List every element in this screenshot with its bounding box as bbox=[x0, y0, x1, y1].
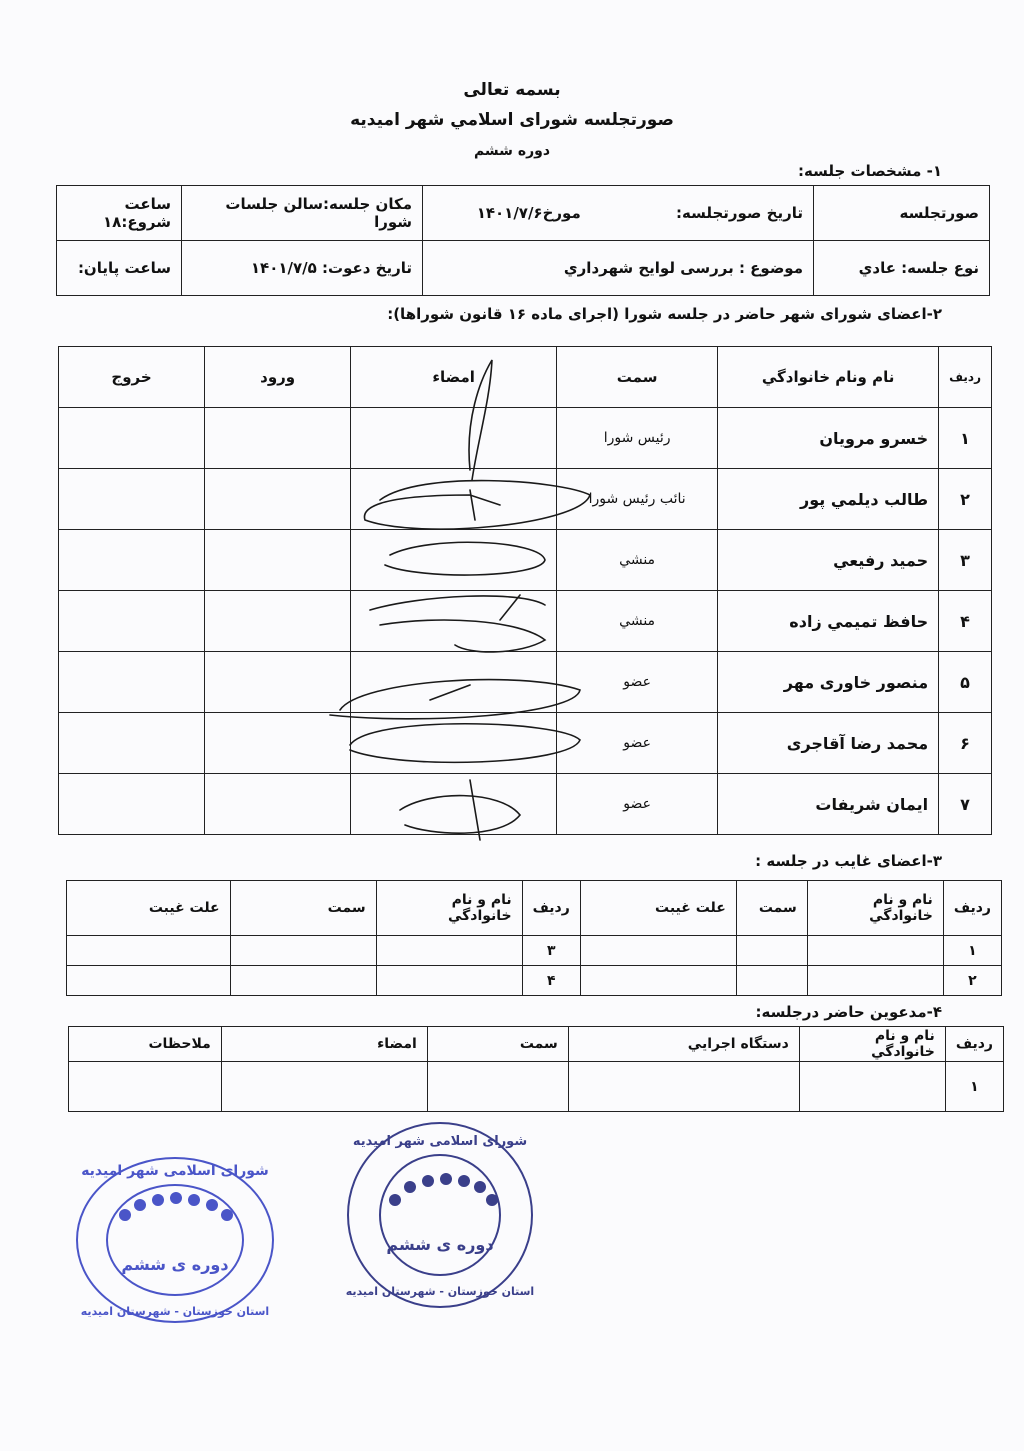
meeting-details-table bbox=[56, 185, 990, 296]
cell-subject: موضوع : بررسی لوايح شهرداري bbox=[423, 241, 814, 296]
header-period: دوره ششم bbox=[473, 143, 551, 159]
member-name: حميد رفيعي bbox=[718, 530, 939, 591]
header-position: سمت bbox=[557, 347, 718, 408]
header-entry: ورود bbox=[205, 347, 351, 408]
section4-title: ۴-مدعوين حاضر درجلسه: bbox=[755, 1003, 942, 1021]
member-name: طالب ديلمي پور bbox=[718, 469, 939, 530]
minutes-date-label: تاريخ صورتجلسه: bbox=[675, 204, 803, 222]
cell-invite-date: تاريخ دعوت: ۱۴۰۱/۷/۵ bbox=[182, 241, 423, 296]
cell-minutes: صورتجلسه bbox=[814, 186, 990, 241]
member-position: عضو bbox=[557, 652, 718, 713]
member-position: عضو bbox=[557, 713, 718, 774]
minutes-date-value: مورخ۱۴۰۱/۷/۶ bbox=[476, 204, 581, 222]
invitees-table: رديف نام و نام خانوادگي دستگاه اجرايي سمت امضاء ملاحظات ۱ bbox=[68, 1026, 1004, 1112]
cell-meeting-type: نوع جلسه: عادي bbox=[814, 241, 990, 296]
present-members-table bbox=[58, 346, 992, 835]
stamp-left-bottom-text: استان خوزستان - شهرستان امیدیه bbox=[80, 1305, 270, 1318]
header-name: نام ونام خانوادگي bbox=[718, 347, 939, 408]
stamp-left-mid-text: دوره ی ششم bbox=[121, 1255, 229, 1274]
member-position: منشي bbox=[557, 591, 718, 652]
header-title: صورتجلسه شورای اسلامي شهر اميديه bbox=[350, 110, 674, 130]
cell-minutes-date bbox=[423, 186, 814, 241]
member-position: رئيس شورا bbox=[557, 408, 718, 469]
section2-title: ۲-اعضای شورای شهر حاضر در جلسه شورا (اجرای ماده ۱۶ قانون شوراها): bbox=[387, 305, 942, 323]
header-bismillah: بسمه تعالی bbox=[463, 80, 561, 100]
member-name: محمد رضا آقاجری bbox=[718, 713, 939, 774]
member-row: ۴ حافظ تميمي زاده منشي bbox=[59, 591, 992, 652]
stamp-left bbox=[70, 1150, 280, 1330]
header-signature: امضاء bbox=[351, 347, 557, 408]
member-row: ۳ حميد رفيعي منشي bbox=[59, 530, 992, 591]
stamp-right bbox=[340, 1115, 540, 1315]
member-row: ۶ محمد رضا آقاجری عضو bbox=[59, 713, 992, 774]
member-row: ۱ خسرو مرويان رئيس شورا bbox=[59, 408, 992, 469]
member-position: عضو bbox=[557, 774, 718, 835]
member-row: ۵ منصور خاوری مهر عضو bbox=[59, 652, 992, 713]
member-name: خسرو مرويان bbox=[718, 408, 939, 469]
section1-title: ۱- مشخصات جلسه: bbox=[798, 162, 942, 180]
header-exit: خروج bbox=[59, 347, 205, 408]
member-name: ايمان شريفات bbox=[718, 774, 939, 835]
member-row: ۷ ايمان شريفات عضو bbox=[59, 774, 992, 835]
member-row: ۲ طالب ديلمي پور نائب رئيس شورا bbox=[59, 469, 992, 530]
absent-members-table: رديف نام و نام خانوادگي سمت علت غيبت رديف نام و نام خانوادگي سمت علت غيبت ۱ ۳ ۲ ۴ bbox=[66, 880, 1002, 996]
stamp-right-top-text: شورای اسلامی شهر امیدیه bbox=[352, 1134, 528, 1149]
section3-title: ۳-اعضای غايب در جلسه : bbox=[755, 852, 942, 870]
header-radif: رديف bbox=[939, 347, 992, 408]
stamp-left-top-text: شورای اسلامی شهر امیدیه bbox=[81, 1163, 269, 1179]
member-position: منشي bbox=[557, 530, 718, 591]
member-name: حافظ تميمي زاده bbox=[718, 591, 939, 652]
stamp-right-mid-text: دوره ی ششم bbox=[386, 1235, 494, 1254]
stamp-right-bottom-text: استان خوزستان - شهرستان امیدیه bbox=[345, 1285, 535, 1298]
member-name: منصور خاوری مهر bbox=[718, 652, 939, 713]
cell-location: مكان جلسه:سالن جلسات شورا bbox=[182, 186, 423, 241]
cell-end-time: ساعت پايان: bbox=[57, 241, 182, 296]
member-position: نائب رئيس شورا bbox=[557, 469, 718, 530]
cell-start-time: ساعت شروع:۱۸ bbox=[57, 186, 182, 241]
